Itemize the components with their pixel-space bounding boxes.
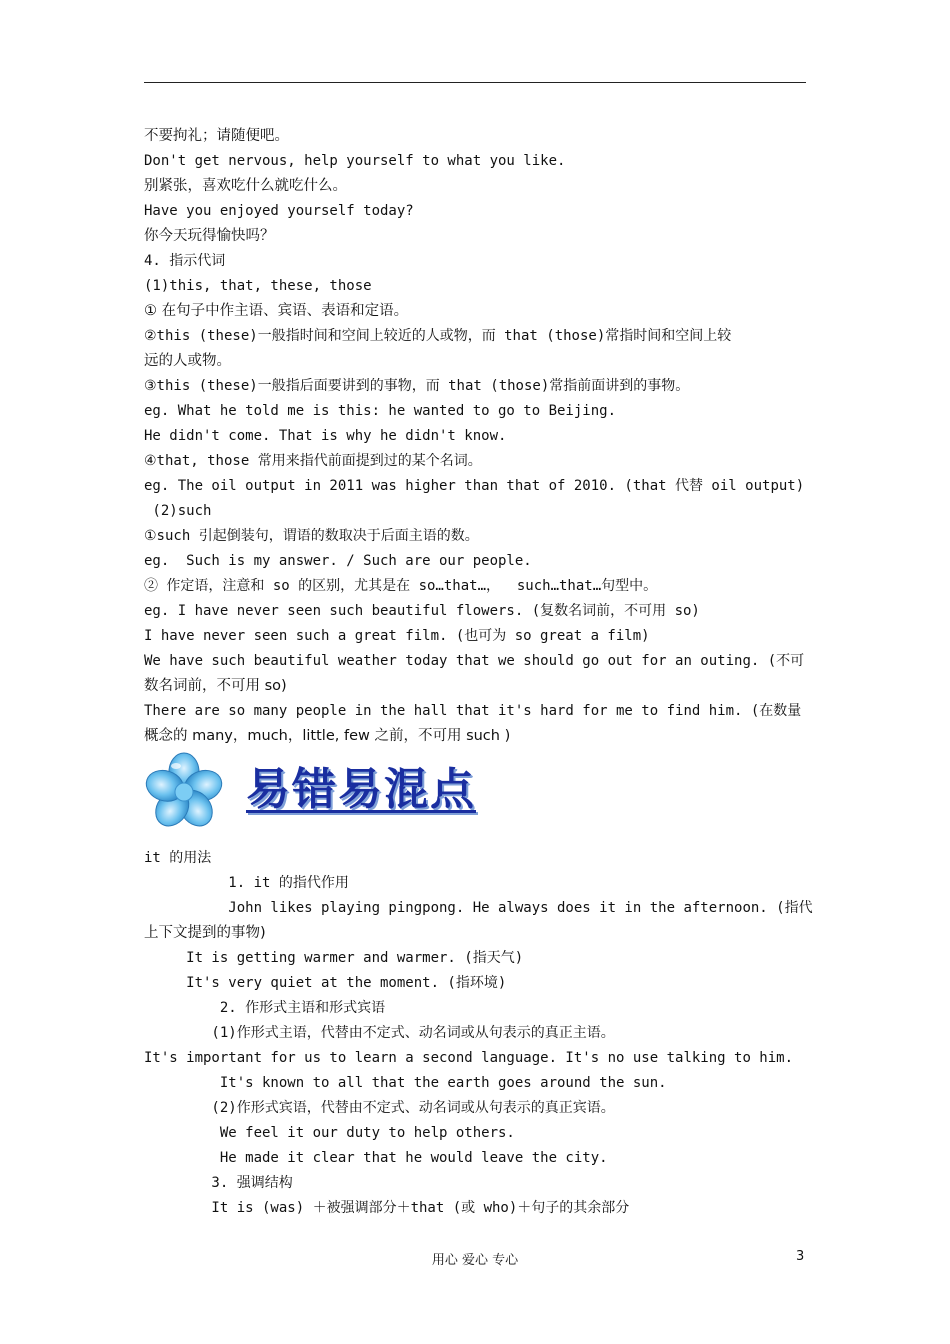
example-line: eg. Such is my answer. / Such are our people. (144, 553, 532, 569)
example-line: It's very quiet at the moment. (指环境) (144, 975, 507, 991)
text-line: 别紧张，喜欢吃什么就吃什么。 (144, 178, 347, 194)
text-line: 3. 强调结构 (144, 1175, 293, 1191)
text-line: It is (was) ＋被强调部分＋that (或 who)＋句子的其余部分 (144, 1200, 630, 1216)
example-line: It is getting warmer and warmer. (指天气) (144, 950, 524, 966)
text-line: 概念的 many，much，little, few 之前，不可用 such ) (144, 728, 511, 744)
section-heading: it 的用法 (144, 850, 212, 866)
text-line: ①such 引起倒装句，谓语的数取决于后面主语的数。 (144, 528, 479, 544)
banner-title: 易错易混点 (246, 764, 476, 815)
example-line: It's known to all that the earth goes around the sun. (144, 1075, 667, 1091)
example-line: eg. I have never seen such beautiful flowers. (复数名词前，不可用 so) (144, 603, 700, 619)
text-line: Have you enjoyed yourself today? (144, 203, 414, 219)
text-line: 数名词前，不可用 so) (144, 678, 287, 694)
page-number: 3 (796, 1249, 805, 1264)
text-line: (2)作形式宾语，代替由不定式、动名词或从句表示的真正宾语。 (144, 1100, 615, 1116)
text-line: ② 作定语，注意和 so 的区别，尤其是在 so…that…， such…that…句型中。 (144, 578, 658, 594)
example-line: eg. The oil output in 2011 was higher than that of 2010. (that 代替 oil output) (144, 478, 805, 494)
example-line: There are so many people in the hall that it's hard for me to find him. (在数量 (144, 703, 802, 719)
section-heading: 4. 指示代词 (144, 253, 226, 269)
text-line: Don't get nervous, help yourself to what you like. (144, 153, 566, 169)
header-rule (144, 82, 806, 83)
text-line: ④that, those 常用来指代前面提到过的某个名词。 (144, 453, 482, 469)
example-line: eg. What he told me is this: he wanted to go to Beijing. (144, 403, 617, 419)
flower-icon (144, 750, 224, 830)
example-line: It's important for us to learn a second language. It's no use talking to him. (144, 1050, 794, 1066)
page-footer: 用心 爱心 专心 (431, 1253, 519, 1268)
example-line: We feel it our duty to help others. (144, 1125, 515, 1141)
text-line: (1)作形式主语，代替由不定式、动名词或从句表示的真正主语。 (144, 1025, 615, 1041)
text-line: (1)this, that, these, those (144, 278, 372, 294)
text-line: ① 在句子中作主语、宾语、表语和定语。 (144, 303, 409, 319)
example-line: I have never seen such a great film. (也可为 so great a film) (144, 628, 650, 644)
example-line: We have such beautiful weather today that we should go out for an outing. (不可 (144, 653, 805, 669)
example-line: John likes playing pingpong. He always does it in the afternoon. (指代 (144, 900, 813, 916)
text-line: 1. it 的指代作用 (144, 875, 349, 891)
text-line: ③this (these)一般指后面要讲到的事物，而 that (those)常指前面讲到的事物。 (144, 378, 690, 394)
example-line: He didn't come. That is why he didn't know. (144, 428, 507, 444)
text-line: 上下文提到的事物) (144, 925, 266, 941)
text-line: 2. 作形式主语和形式宾语 (144, 1000, 386, 1016)
text-line: 不要拘礼；请随便吧。 (144, 128, 289, 144)
text-line: 远的人或物。 (144, 353, 231, 369)
example-line: He made it clear that he would leave the city. (144, 1150, 608, 1166)
text-line: ②this (these)一般指时间和空间上较近的人或物，而 that (those)常指时间和空间上较 (144, 328, 732, 344)
section-banner (144, 750, 544, 830)
text-line: 你今天玩得愉快吗？ (144, 228, 275, 244)
text-line: (2)such (144, 503, 212, 519)
